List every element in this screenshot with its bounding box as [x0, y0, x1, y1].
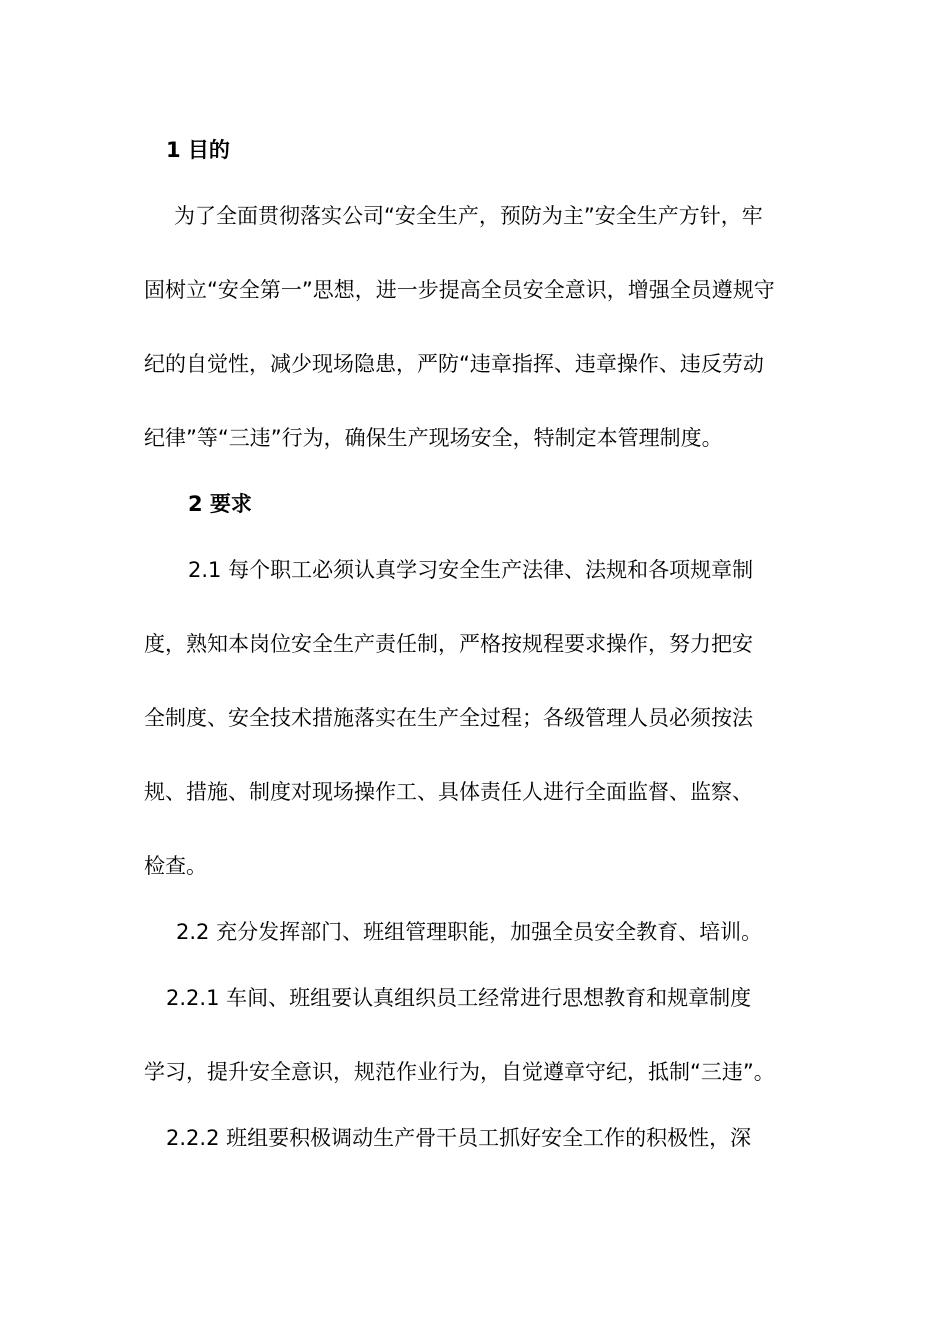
section-1-line: 固树立“安全第一”思想，进一步提高全员安全意识，增强全员遵规守: [144, 278, 775, 302]
paragraph-2-2-1-line: 2.2.1 车间、班组要认真组织员工经常进行思想教育和规章制度: [166, 986, 752, 1010]
section-1-line: 为了全面贯彻落实公司“安全生产，预防为主”安全生产方针，牢: [174, 204, 763, 228]
paragraph-2-1-line: 2.1 每个职工必须认真学习安全生产法律、法规和各项规章制: [188, 558, 754, 582]
section-1-line: 纪的自觉性，减少现场隐患，严防“违章指挥、违章操作、违反劳动: [144, 352, 764, 376]
paragraph-2-1-line: 全制度、安全技术措施落实在生产全过程；各级管理人员必须按法: [144, 706, 753, 730]
paragraph-2-2-1-line: 学习，提升安全意识，规范作业行为，自觉遵章守纪，抵制“三违”。: [144, 1060, 775, 1084]
paragraph-2-2-2: 2.2.2 班组要积极调动生产骨干员工抓好安全工作的积极性，深: [166, 1126, 752, 1150]
paragraph-2-1-line: 度，熟知本岗位安全生产责任制，严格按规程要求操作，努力把安: [144, 632, 753, 656]
section-1-line: 纪律”等“三违”行为，确保生产现场安全，特制定本管理制度。: [144, 426, 723, 450]
paragraph-2-1-line: 规、措施、制度对现场操作工、具体责任人进行全面监督、监察、: [144, 780, 753, 804]
section-2-heading: 2 要求: [188, 492, 252, 516]
paragraph-2-1-line: 检查。: [144, 854, 207, 878]
section-1-heading: 1 目的: [166, 138, 230, 162]
paragraph-2-2: 2.2 充分发挥部门、班组管理职能，加强全员安全教育、培训。: [176, 920, 763, 944]
